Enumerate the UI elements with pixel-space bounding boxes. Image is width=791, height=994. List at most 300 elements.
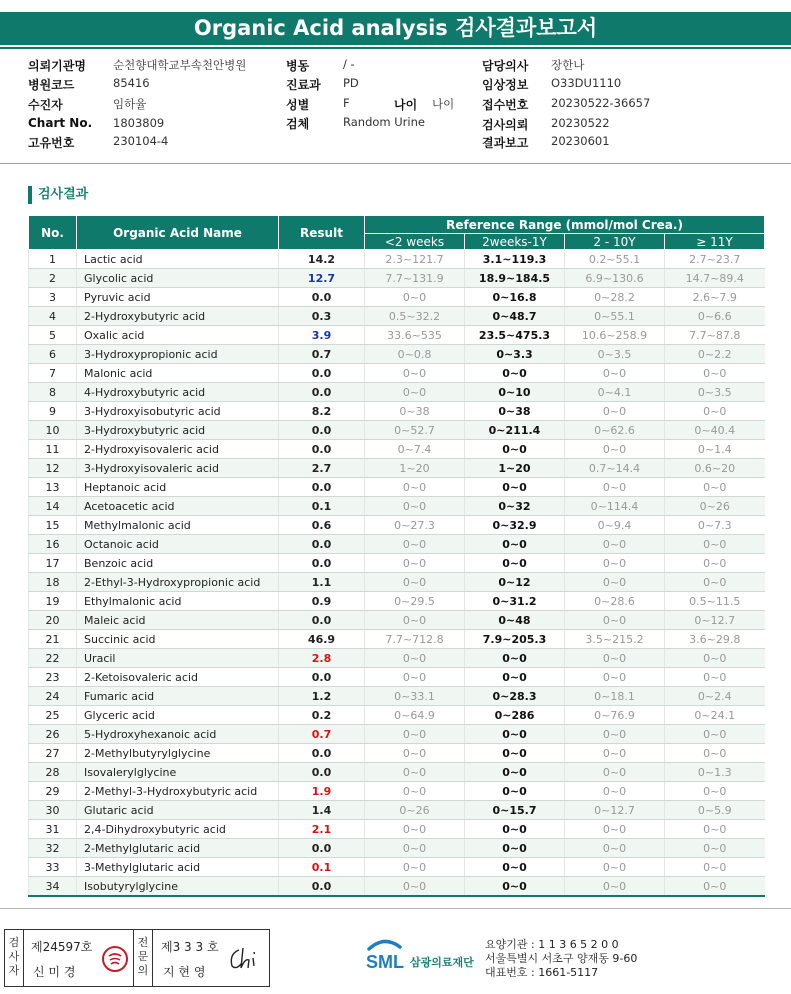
- acid-name: 2-Ethyl-3-Hydroxypropionic acid: [77, 573, 279, 592]
- ref-2w-1y: 0~0: [465, 668, 565, 687]
- result-value: 0.0: [279, 877, 365, 897]
- ref-under-2w: 0~0: [365, 763, 465, 782]
- ref-11y: 0~0: [665, 668, 765, 687]
- info-request-date: [482, 116, 528, 133]
- info-label: Chart No.: [28, 116, 93, 130]
- table-row: [29, 459, 765, 478]
- ref-under-2w: 0~27.3: [365, 516, 465, 535]
- table-row: [29, 535, 765, 554]
- table-row: [29, 440, 765, 459]
- result-value: 0.0: [279, 535, 365, 554]
- ref-2w-1y: 0~28.3: [465, 687, 565, 706]
- ref-11y: 0~24.1: [665, 706, 765, 725]
- sml-logo-icon: [366, 935, 478, 975]
- ref-under-2w: 1~20: [365, 459, 465, 478]
- org-line-institution: 요양기관 : 1 1 3 6 5 2 0 0: [485, 938, 619, 951]
- row-number: 22: [29, 649, 77, 668]
- signature-box: [4, 929, 270, 987]
- ref-2w-1y: 0~0: [465, 877, 565, 897]
- footer-divider: [0, 908, 791, 909]
- row-number: 19: [29, 592, 77, 611]
- acid-name: Methylmalonic acid: [77, 516, 279, 535]
- ref-2-10y: 0~0: [565, 820, 665, 839]
- info-patient-value: [113, 96, 146, 112]
- table-row: [29, 326, 765, 345]
- ref-under-2w: 0~52.7: [365, 421, 465, 440]
- info-value: 85416: [113, 76, 150, 90]
- ref-under-2w: 0~33.1: [365, 687, 465, 706]
- info-value: 나이: [432, 97, 455, 111]
- acid-name: Maleic acid: [77, 611, 279, 630]
- info-request-date-value: [551, 116, 610, 130]
- org-line-phone: 대표번호 : 1661-5117: [485, 966, 599, 979]
- stamp-icon: [104, 948, 126, 970]
- row-number: 33: [29, 858, 77, 877]
- ref-11y: 0~0: [665, 820, 765, 839]
- info-label: 수진자: [28, 98, 63, 112]
- acid-name: 2,4-Dihydroxybutyric acid: [77, 820, 279, 839]
- ref-11y: 0~12.7: [665, 611, 765, 630]
- ref-2w-1y: 0~286: [465, 706, 565, 725]
- header-ref-2w-1y: 2weeks-1Y: [465, 234, 565, 250]
- ref-2w-1y: 0~32: [465, 497, 565, 516]
- ref-2-10y: 0~0: [565, 402, 665, 421]
- ref-under-2w: 0~0: [365, 782, 465, 801]
- ref-2w-1y: 0~0: [465, 782, 565, 801]
- info-value: 1803809: [113, 116, 165, 130]
- ref-11y: 0~0: [665, 364, 765, 383]
- info-value: Random Urine: [343, 115, 425, 129]
- info-label: 병원코드: [28, 78, 75, 92]
- row-number: 5: [29, 326, 77, 345]
- table-row: [29, 763, 765, 782]
- row-number: 20: [29, 611, 77, 630]
- ref-2w-1y: 0~38: [465, 402, 565, 421]
- info-specimen-value: [343, 115, 425, 129]
- ref-2w-1y: 3.1~119.3: [465, 250, 565, 269]
- ref-2-10y: 0~55.1: [565, 307, 665, 326]
- ref-2w-1y: 0~0: [465, 535, 565, 554]
- ref-11y: 0~2.4: [665, 687, 765, 706]
- header-result: Result: [279, 216, 365, 250]
- ref-2-10y: 0~28.2: [565, 288, 665, 307]
- acid-name: Lactic acid: [77, 250, 279, 269]
- acid-name: 5-Hydroxyhexanoic acid: [77, 725, 279, 744]
- ref-under-2w: 0~0: [365, 744, 465, 763]
- table-row: [29, 592, 765, 611]
- row-number: 34: [29, 877, 77, 897]
- ref-2w-1y: 0~10: [465, 383, 565, 402]
- header-reference-range: Reference Range (mmol/mol Crea.): [365, 216, 765, 234]
- info-label: 임상정보: [482, 78, 529, 92]
- table-row: [29, 858, 765, 877]
- ref-2-10y: 0~114.4: [565, 497, 665, 516]
- result-value: 12.7: [279, 269, 365, 288]
- ref-under-2w: 33.6~535: [365, 326, 465, 345]
- ref-2w-1y: 0~15.7: [465, 801, 565, 820]
- table-row: [29, 839, 765, 858]
- result-value: 2.8: [279, 649, 365, 668]
- row-number: 25: [29, 706, 77, 725]
- ref-under-2w: 0~7.4: [365, 440, 465, 459]
- ref-2-10y: 0~3.5: [565, 345, 665, 364]
- result-value: 3.9: [279, 326, 365, 345]
- acid-name: Malonic acid: [77, 364, 279, 383]
- ref-11y: 0~0: [665, 782, 765, 801]
- info-receipt-no-value: [551, 96, 650, 110]
- ref-2-10y: 10.6~258.9: [565, 326, 665, 345]
- ref-under-2w: 0~29.5: [365, 592, 465, 611]
- info-ward: [286, 57, 309, 74]
- row-number: 17: [29, 554, 77, 573]
- table-row: [29, 250, 765, 269]
- table-row: [29, 744, 765, 763]
- acid-name: 3-Hydroxybutyric acid: [77, 421, 279, 440]
- table-row: [29, 497, 765, 516]
- row-number: 9: [29, 402, 77, 421]
- section-title: 검사결과: [28, 186, 88, 204]
- info-doctor-value: [551, 57, 584, 73]
- ref-2w-1y: 0~0: [465, 649, 565, 668]
- result-value: 1.9: [279, 782, 365, 801]
- ref-11y: 0~1.4: [665, 440, 765, 459]
- ref-2w-1y: 0~0: [465, 725, 565, 744]
- row-number: 7: [29, 364, 77, 383]
- result-value: 2.1: [279, 820, 365, 839]
- result-value: 0.0: [279, 478, 365, 497]
- ref-under-2w: 0~0: [365, 288, 465, 307]
- result-value: 0.1: [279, 858, 365, 877]
- org-info: [485, 938, 637, 980]
- row-number: 24: [29, 687, 77, 706]
- acid-name: Succinic acid: [77, 630, 279, 649]
- table-row: [29, 383, 765, 402]
- table-row: [29, 402, 765, 421]
- table-row: [29, 421, 765, 440]
- ref-under-2w: 0.5~32.2: [365, 307, 465, 326]
- ref-11y: 2.6~7.9: [665, 288, 765, 307]
- table-row: [29, 554, 765, 573]
- tester-license: 제24597호: [31, 940, 93, 954]
- result-value: 0.0: [279, 839, 365, 858]
- acid-name: 4-Hydroxybutyric acid: [77, 383, 279, 402]
- ref-11y: 0.5~11.5: [665, 592, 765, 611]
- header-no: No.: [29, 216, 77, 250]
- result-value: 0.0: [279, 668, 365, 687]
- ref-2-10y: 0.7~14.4: [565, 459, 665, 478]
- ref-2-10y: 0~28.6: [565, 592, 665, 611]
- ref-11y: 0~0: [665, 877, 765, 897]
- ref-2w-1y: 0~0: [465, 364, 565, 383]
- org-line-address: 서울특별시 서초구 양재동 9-60: [485, 952, 638, 965]
- ref-2-10y: 0~12.7: [565, 801, 665, 820]
- result-value: 0.2: [279, 706, 365, 725]
- result-value: 0.0: [279, 288, 365, 307]
- acid-name: Glyceric acid: [77, 706, 279, 725]
- info-value: PD: [343, 76, 359, 90]
- ref-under-2w: 0~64.9: [365, 706, 465, 725]
- confirmer-name: 지 현 영: [163, 965, 206, 979]
- table-row: [29, 611, 765, 630]
- ref-11y: 0.6~20: [665, 459, 765, 478]
- ref-2-10y: 0~0: [565, 573, 665, 592]
- table-row: [29, 820, 765, 839]
- ref-2-10y: 0~0: [565, 763, 665, 782]
- info-value: 장한나: [551, 58, 585, 72]
- row-number: 8: [29, 383, 77, 402]
- row-number: 32: [29, 839, 77, 858]
- header-ref-2-10y: 2 - 10Y: [565, 234, 665, 250]
- info-ward-value: [343, 57, 355, 71]
- ref-11y: 0~0: [665, 744, 765, 763]
- result-value: 8.2: [279, 402, 365, 421]
- result-value: 1.1: [279, 573, 365, 592]
- acid-name: Fumaric acid: [77, 687, 279, 706]
- ref-2w-1y: 23.5~475.3: [465, 326, 565, 345]
- ref-2-10y: 0~0: [565, 440, 665, 459]
- ref-under-2w: 0~0: [365, 535, 465, 554]
- table-row: [29, 649, 765, 668]
- result-value: 0.7: [279, 345, 365, 364]
- ref-2w-1y: 0~12: [465, 573, 565, 592]
- result-value: 1.2: [279, 687, 365, 706]
- info-age: [394, 96, 417, 113]
- result-value: 0.0: [279, 744, 365, 763]
- info-sex-value: [343, 96, 350, 110]
- info-patient: [28, 96, 63, 113]
- ref-under-2w: 0~0: [365, 383, 465, 402]
- info-value: 순천향대학교부속천안병원: [113, 58, 247, 72]
- tester-stamp: [102, 946, 128, 972]
- row-number: 21: [29, 630, 77, 649]
- ref-11y: 0~0: [665, 725, 765, 744]
- info-label: 담당의사: [482, 59, 529, 73]
- row-number: 27: [29, 744, 77, 763]
- result-value: 0.9: [279, 592, 365, 611]
- ref-11y: 0~3.5: [665, 383, 765, 402]
- info-clinical-value: [551, 76, 621, 90]
- info-unique-no-value: [113, 134, 168, 148]
- acid-name: 2-Methylbutyrylglycine: [77, 744, 279, 763]
- row-number: 29: [29, 782, 77, 801]
- ref-2-10y: 6.9~130.6: [565, 269, 665, 288]
- ref-11y: 7.7~87.8: [665, 326, 765, 345]
- ref-2-10y: 0~0: [565, 649, 665, 668]
- table-row: [29, 516, 765, 535]
- table-row: [29, 364, 765, 383]
- ref-2-10y: 0~0: [565, 668, 665, 687]
- ref-2w-1y: 0~48.7: [465, 307, 565, 326]
- result-value: 0.0: [279, 383, 365, 402]
- info-value: O33DU1110: [551, 76, 622, 90]
- info-unique-no: [28, 134, 74, 151]
- ref-2-10y: 0~0: [565, 725, 665, 744]
- ref-11y: 0~0: [665, 858, 765, 877]
- tester-name: 신 미 경: [33, 965, 76, 979]
- row-number: 13: [29, 478, 77, 497]
- ref-11y: 2.7~23.7: [665, 250, 765, 269]
- ref-11y: 0~1.3: [665, 763, 765, 782]
- table-row: [29, 573, 765, 592]
- header-ref-under-2w: <2 weeks: [365, 234, 465, 250]
- title-underline: [0, 47, 791, 49]
- info-label: 고유번호: [28, 136, 75, 150]
- acid-name: Ethylmalonic acid: [77, 592, 279, 611]
- ref-under-2w: 0~0: [365, 611, 465, 630]
- ref-2-10y: 0~18.1: [565, 687, 665, 706]
- result-value: 0.7: [279, 725, 365, 744]
- acid-name: Glycolic acid: [77, 269, 279, 288]
- acid-name: Oxalic acid: [77, 326, 279, 345]
- confirmer-role-cell: [134, 930, 153, 986]
- ref-11y: 0~5.9: [665, 801, 765, 820]
- info-value: 20230522-36657: [551, 96, 651, 110]
- acid-name: 2-Methyl-3-Hydroxybutyric acid: [77, 782, 279, 801]
- ref-11y: 0~40.4: [665, 421, 765, 440]
- row-number: 23: [29, 668, 77, 687]
- ref-under-2w: 0~0: [365, 858, 465, 877]
- table-row: [29, 345, 765, 364]
- table-row: [29, 478, 765, 497]
- row-number: 30: [29, 801, 77, 820]
- acid-name: Glutaric acid: [77, 801, 279, 820]
- info-report-date-value: [551, 134, 610, 148]
- ref-11y: 0~0: [665, 554, 765, 573]
- info-label: 검사의뢰: [482, 118, 529, 132]
- acid-name: 3-Hydroxypropionic acid: [77, 345, 279, 364]
- ref-11y: 0~6.6: [665, 307, 765, 326]
- ref-11y: 0~0: [665, 402, 765, 421]
- ref-2-10y: 0~9.4: [565, 516, 665, 535]
- table-row: [29, 801, 765, 820]
- ref-2w-1y: 0~32.9: [465, 516, 565, 535]
- info-report-date: [482, 134, 528, 151]
- row-number: 26: [29, 725, 77, 744]
- ref-2w-1y: 7.9~205.3: [465, 630, 565, 649]
- result-value: 0.0: [279, 364, 365, 383]
- acid-name: Isobutyrylglycine: [77, 877, 279, 897]
- row-number: 11: [29, 440, 77, 459]
- ref-2-10y: 0~0: [565, 744, 665, 763]
- ref-11y: 0~0: [665, 535, 765, 554]
- ref-11y: 0~26: [665, 497, 765, 516]
- row-number: 1: [29, 250, 77, 269]
- ref-under-2w: 7.7~712.8: [365, 630, 465, 649]
- info-hospital: [28, 57, 86, 74]
- ref-under-2w: 0~0: [365, 497, 465, 516]
- ref-under-2w: 0~0: [365, 364, 465, 383]
- acid-name: Uracil: [77, 649, 279, 668]
- info-sex: [286, 96, 309, 113]
- acid-name: 2-Hydroxybutyric acid: [77, 307, 279, 326]
- ref-11y: 0~2.2: [665, 345, 765, 364]
- tester-role-cell: [5, 930, 24, 986]
- table-row: [29, 288, 765, 307]
- info-divider: [0, 163, 791, 164]
- tester-role: 검사자: [8, 936, 20, 977]
- ref-2-10y: 0~0: [565, 478, 665, 497]
- ref-2w-1y: 1~20: [465, 459, 565, 478]
- result-value: 46.9: [279, 630, 365, 649]
- result-value: 1.4: [279, 801, 365, 820]
- ref-11y: 14.7~89.4: [665, 269, 765, 288]
- table-row: [29, 269, 765, 288]
- table-row: [29, 687, 765, 706]
- row-number: 14: [29, 497, 77, 516]
- acid-name: 2-Hydroxyisovaleric acid: [77, 440, 279, 459]
- ref-2-10y: 0.2~55.1: [565, 250, 665, 269]
- row-number: 15: [29, 516, 77, 535]
- ref-under-2w: 0~0: [365, 668, 465, 687]
- ref-under-2w: 7.7~131.9: [365, 269, 465, 288]
- result-value: 0.0: [279, 440, 365, 459]
- info-label: 진료과: [286, 78, 321, 92]
- ref-under-2w: 0~26: [365, 801, 465, 820]
- ref-2-10y: 0~76.9: [565, 706, 665, 725]
- info-specimen: [286, 115, 309, 132]
- row-number: 16: [29, 535, 77, 554]
- ref-under-2w: 0~0: [365, 839, 465, 858]
- ref-under-2w: 2.3~121.7: [365, 250, 465, 269]
- info-value: 230104-4: [113, 134, 169, 148]
- info-value: 20230601: [551, 134, 610, 148]
- ref-under-2w: 0~0: [365, 649, 465, 668]
- ref-2w-1y: 0~0: [465, 858, 565, 877]
- info-label: 성별: [286, 98, 310, 112]
- ref-2-10y: 0~0: [565, 839, 665, 858]
- info-department: [286, 76, 321, 93]
- ref-2w-1y: 0~0: [465, 744, 565, 763]
- info-hospital-code-value: [113, 76, 150, 90]
- table-row: [29, 877, 765, 897]
- header-name: Organic Acid Name: [77, 216, 279, 250]
- acid-name: Heptanoic acid: [77, 478, 279, 497]
- ref-11y: 0~0: [665, 839, 765, 858]
- ref-2-10y: 0~0: [565, 858, 665, 877]
- row-number: 18: [29, 573, 77, 592]
- ref-2w-1y: 0~0: [465, 820, 565, 839]
- ref-under-2w: 0~0: [365, 820, 465, 839]
- acid-name: 2-Ketoisovaleric acid: [77, 668, 279, 687]
- ref-2w-1y: 0~0: [465, 839, 565, 858]
- info-hospital-value: [113, 57, 246, 73]
- ref-2-10y: 0~0: [565, 535, 665, 554]
- table-row: [29, 725, 765, 744]
- ref-under-2w: 0~38: [365, 402, 465, 421]
- info-chart-no: [28, 116, 92, 130]
- info-department-value: [343, 76, 359, 90]
- ref-2-10y: 0~0: [565, 554, 665, 573]
- info-hospital-code: [28, 76, 74, 93]
- acid-name: 2-Methylglutaric acid: [77, 839, 279, 858]
- ref-2w-1y: 18.9~184.5: [465, 269, 565, 288]
- result-value: 2.7: [279, 459, 365, 478]
- results-table: [28, 215, 765, 897]
- acid-name: Acetoacetic acid: [77, 497, 279, 516]
- info-label: 결과보고: [482, 136, 529, 150]
- ref-under-2w: 0~0: [365, 725, 465, 744]
- row-number: 6: [29, 345, 77, 364]
- table-row: [29, 630, 765, 649]
- acid-name: Benzoic acid: [77, 554, 279, 573]
- info-value: F: [343, 96, 350, 110]
- ref-2-10y: 3.5~215.2: [565, 630, 665, 649]
- ref-2w-1y: 0~0: [465, 763, 565, 782]
- row-number: 10: [29, 421, 77, 440]
- ref-under-2w: 0~0.8: [365, 345, 465, 364]
- acid-name: 3-Methylglutaric acid: [77, 858, 279, 877]
- result-value: 0.0: [279, 421, 365, 440]
